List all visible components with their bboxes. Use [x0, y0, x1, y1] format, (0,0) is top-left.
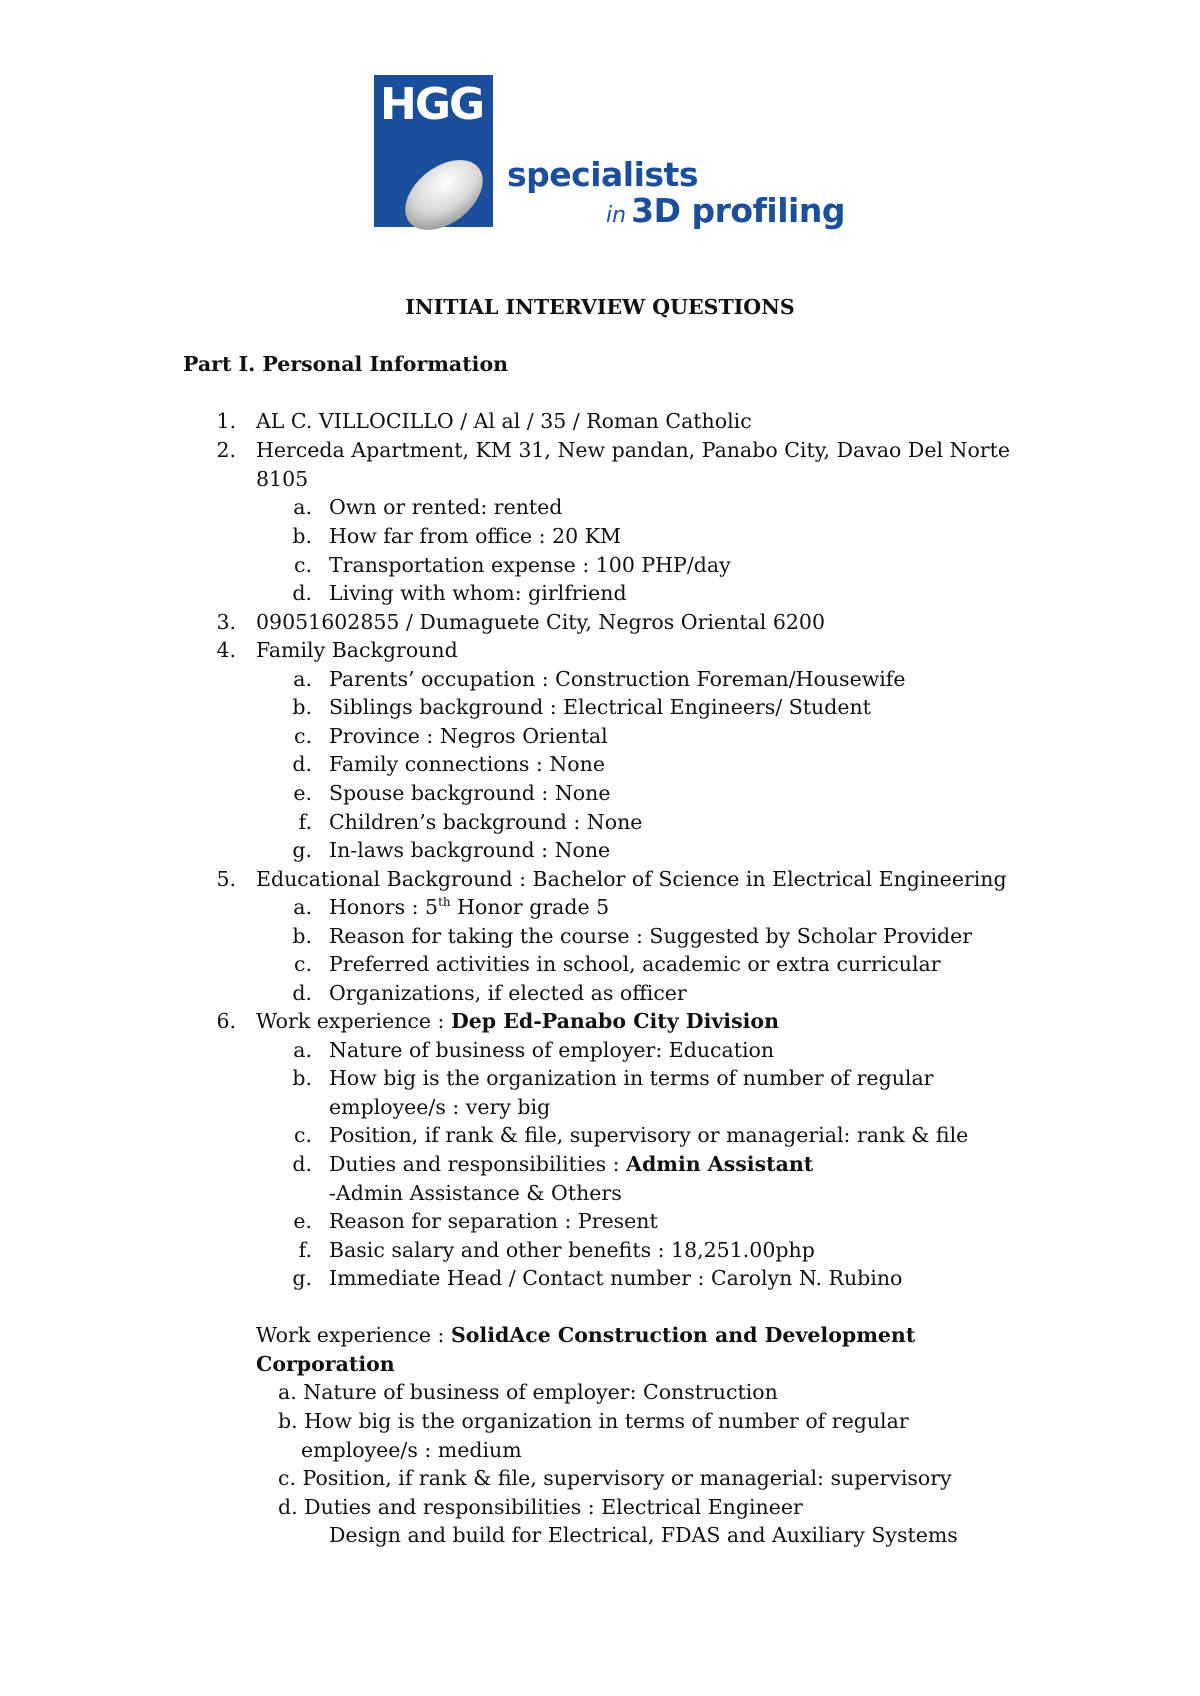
- sub-item: Reason for separation : Present: [329, 1209, 658, 1233]
- sub-item: Nature of business of employer: Education: [329, 1038, 775, 1062]
- part-heading: Part I. Personal Information: [183, 352, 509, 376]
- duties-label: Duties and responsibilities :: [329, 1152, 627, 1176]
- work-experience-label: Work experience :: [256, 1009, 451, 1033]
- work-experience-label: Work experience :: [256, 1323, 451, 1347]
- sub-item: Siblings background : Electrical Engineers/ Student: [329, 695, 871, 719]
- sub-item: Basic salary and other benefits : 18,251.00php: [329, 1238, 815, 1262]
- employer-name-continuation: Corporation: [256, 1352, 395, 1376]
- item-name-age-religion: AL C. VILLOCILLO / Al al / 35 / Roman Catholic: [256, 409, 752, 433]
- sub-letter: b.: [292, 924, 312, 948]
- hgg-logo: [374, 75, 844, 235]
- sub-item: Transportation expense : 100 PHP/day: [329, 553, 731, 577]
- item-contact: 09051602855 / Dumaguete City, Negros Oriental 6200: [256, 610, 825, 634]
- item-number: 6.: [216, 1009, 236, 1033]
- sub-letter: f.: [298, 810, 312, 834]
- work2-sub-item: a. Nature of business of employer: Construction: [278, 1380, 778, 1404]
- honors-text-rest: Honor grade 5: [450, 895, 610, 919]
- logo-tagline-profiling: [606, 191, 845, 237]
- sub-item-continuation: -Admin Assistance & Others: [329, 1181, 622, 1205]
- item-address: Herceda Apartment, KM 31, New pandan, Panabo City, Davao Del Norte: [256, 438, 1010, 462]
- sub-item: Preferred activities in school, academic or extra curricular: [329, 952, 941, 976]
- sub-item-duties: [329, 1150, 813, 1178]
- item-number: 2.: [216, 438, 236, 462]
- sub-letter: a.: [293, 1038, 312, 1062]
- work2-sub-item: b. How big is the organization in terms of number of regular: [278, 1409, 909, 1433]
- sub-item: Organizations, if elected as officer: [329, 981, 687, 1005]
- work2-sub-item: c. Position, if rank & file, supervisory or managerial: supervisory: [278, 1466, 952, 1490]
- sub-item: Own or rented: rented: [329, 495, 563, 519]
- item-address-zip: 8105: [256, 467, 309, 491]
- sub-letter: a.: [293, 667, 312, 691]
- sub-item: Position, if rank & file, supervisory or managerial: rank & file: [329, 1123, 969, 1147]
- sub-item: Children’s background : None: [329, 810, 643, 834]
- sub-letter: b.: [292, 695, 312, 719]
- item-number: 3.: [216, 610, 236, 634]
- duties-role: Admin Assistant: [626, 1152, 814, 1176]
- item-family-background: Family Background: [256, 638, 458, 662]
- item-number: 5.: [216, 867, 236, 891]
- honors-superscript: th: [438, 895, 451, 910]
- sub-letter: g.: [292, 1266, 312, 1290]
- sub-item: Province : Negros Oriental: [329, 724, 608, 748]
- logo-tagline-3d-profiling: 3D profiling: [631, 191, 845, 230]
- work-experience-2: [256, 1321, 915, 1349]
- sub-letter: b.: [292, 1066, 312, 1090]
- work2-sub-item: d. Duties and responsibilities : Electrical Engineer: [278, 1495, 803, 1519]
- work2-sub-item-continuation: employee/s : medium: [301, 1438, 522, 1462]
- logo-tagline-in: in: [606, 203, 627, 228]
- sub-item: Immediate Head / Contact number : Carolyn N. Rubino: [329, 1266, 903, 1290]
- sub-item: Living with whom: girlfriend: [329, 581, 627, 605]
- sub-letter: f.: [298, 1238, 312, 1262]
- work2-sub-item-continuation: Design and build for Electrical, FDAS and Auxiliary Systems: [329, 1523, 958, 1547]
- sub-item-continuation: employee/s : very big: [329, 1095, 551, 1119]
- sub-item: How big is the organization in terms of number of regular: [329, 1066, 934, 1090]
- item-educational-background: Educational Background : Bachelor of Science in Electrical Engineering: [256, 867, 1007, 891]
- logo-letters: HGG: [380, 79, 484, 130]
- sub-letter: e.: [293, 1209, 312, 1233]
- sub-letter: a.: [293, 495, 312, 519]
- sub-item: Reason for taking the course : Suggested by Scholar Provider: [329, 924, 973, 948]
- sub-letter: c.: [294, 724, 312, 748]
- logo-tagline-specialists: specialists: [507, 155, 698, 194]
- sub-letter: d.: [292, 1152, 312, 1176]
- honors-text: Honors : 5: [329, 895, 439, 919]
- sub-item: How far from office : 20 KM: [329, 524, 622, 548]
- sub-letter: b.: [292, 524, 312, 548]
- item-number: 4.: [216, 638, 236, 662]
- sub-letter: a.: [293, 895, 312, 919]
- document-title: INITIAL INTERVIEW QUESTIONS: [405, 295, 795, 319]
- employer-name: Dep Ed-Panabo City Division: [450, 1009, 779, 1033]
- sub-item: In-laws background : None: [329, 838, 611, 862]
- sub-item: Parents’ occupation : Construction Foreman/Housewife: [329, 667, 906, 691]
- sub-letter: g.: [292, 838, 312, 862]
- sub-letter: d.: [292, 981, 312, 1005]
- sub-letter: d.: [292, 752, 312, 776]
- sub-letter: d.: [292, 581, 312, 605]
- sub-item-honors: [329, 893, 609, 921]
- sub-letter: c.: [294, 553, 312, 577]
- sub-item: Family connections : None: [329, 752, 605, 776]
- employer-name: SolidAce Construction and Development: [450, 1323, 916, 1347]
- sub-item: Spouse background : None: [329, 781, 611, 805]
- sub-letter: c.: [294, 952, 312, 976]
- sub-letter: c.: [294, 1123, 312, 1147]
- item-number: 1.: [216, 409, 236, 433]
- sub-letter: e.: [293, 781, 312, 805]
- item-work-experience: [256, 1007, 779, 1035]
